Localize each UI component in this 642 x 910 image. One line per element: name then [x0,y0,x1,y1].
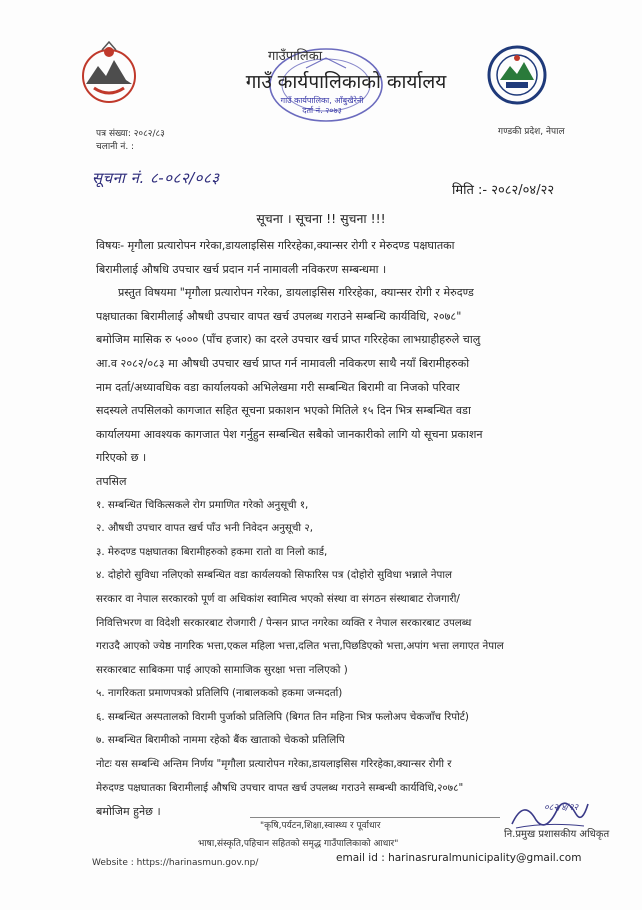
notice-body [96,234,614,824]
body-line: मेरुदण्ड पक्षघातका बिरामीलाई औषधि उपचार वापत खर्च उपलब्ध गराउने सम्बन्धी कार्यविधि,२०७८" [96,781,464,794]
office-title: गाउँ कार्यपालिकाको कार्यालय [245,71,447,93]
body-line: ४. दोहोरो सुविधा नलिएको सम्बन्धित वडा कार्यलयको सिफारिस पत्र (दोहोरो सुविधा भन्नाले नेपाल [96,569,453,582]
body-line: नाम दर्ता/अध्यावधिक वडा कार्यालयको अभिलेखमा गरी सम्बन्धित बिरामी वा निजको परिवार [96,380,460,394]
body-line: बिरामीलाई औषधि उपचार खर्च प्रदान गर्न नामावली नविकरण सम्बन्धमा । [96,262,387,276]
footer-slogan-line1: "कृषि,पर्यटन,शिक्षा,स्वास्थ्य र पूर्वाधार [260,821,381,831]
notice-number: सूचना नं. ८-०८२/०८३ [92,169,220,187]
body-line: गराउदै आएको ज्येष्ठ नागरिक भत्ता,एकल महिला भत्ता,दलित भत्ता,पिछडिएको भत्ता,अपांग भत्ता लगाएत नेपाल [96,640,504,653]
body-line: ५. नागरिकता प्रमाणपत्रको प्रतिलिपि (नाबालकको हकमा जन्मदर्ता) [96,687,343,700]
body-line: नोटः यस सम्बन्धि अन्तिम निर्णय "मृगौला प्रत्यारोपन गरेका,डायलाइसिस गरिरहेका,क्यान्सर रोगी र [96,758,452,771]
body-line: प्रस्तुत विषयमा "मृगौला प्रत्यारोपन गरेका, डायलाइसिस गरिरहेका, क्यान्सर रोगी र मेरुदण्ड [118,286,474,300]
body-line: बमोजिम हुनेछ । [96,805,161,819]
body-line: विषयः- मृगौला प्रत्यारोपन गरेका,डायलाइसिस गरिरहेका,क्यान्सर रोगी र मेरुदण्ड पक्षघातका [96,239,455,252]
body-line: ३. मेरुदण्ड पक्षघातका बिरामीहरुको हकमा रातो वा निलो कार्ड, [96,545,328,558]
body-line: सरकारबाट साबिकमा पाई आएको सामाजिक सुरक्षा भत्ता नलिएको ) [96,663,348,676]
stamp-line: दर्ता नं. २०७३ [302,106,342,115]
body-line: ७. सम्बन्धित बिरामीको नाममा रहेको बैंक खाताको चेकको प्रतिलिपि [96,734,345,747]
body-line: सरकार वा नेपाल सरकारको पूर्ण वा अधिकांश स्वामित्व भएको संस्था वा संगठन संस्थाबाट रोजगारी/ [96,592,460,605]
notice-heading: सूचना । सूचना !! सुचना !!! [256,211,386,226]
body-line: पक्षघातका बिरामीलाई औषधी उपचार वापत खर्च उपलब्ध गराउने सम्बन्धि कार्यविधि, २०७८" [96,309,462,323]
reference-number: पत्र संख्या: २०८२/८३ [96,129,165,139]
stamp-line: गाउँ कार्यपालिका, आँबुखैरेनी [280,96,364,105]
province-label: गण्डकी प्रदेश, नेपाल [498,127,565,137]
body-line: गरिएको छ । [96,451,147,465]
body-line: कार्यालयमा आवश्यक कागजात पेश गर्नुहुन सम्बन्धित सबैको जानकारीको लागि यो सूचना प्रकाशन [96,427,483,441]
nepal-emblem-icon [76,40,142,106]
email-address[interactable]: email id : harinasruralmunicipality@gmail.com [336,852,582,864]
body-line: २. औषधी उपचार वापत खर्च पाँउ भनी निवेदन अनुसूची २, [96,522,313,535]
body-line: सदस्यले तपसिलको कागजात सहित सूचना प्रकाशन भएको मितिले १५ दिन भित्र सम्बन्धित वडा [96,404,471,418]
body-line: १. सम्बन्धित चिकित्सकले रोग प्रमाणित गरेको अनुसूची १, [96,498,309,511]
stamp-text [262,96,382,116]
body-line: ६. सम्बन्धित अस्पतालको विरामी पुर्जाको प्रतिलिपि (बिगत तिन महिना भित्र फलोअप चेकजाँच रिपोर्ट) [96,710,469,723]
dispatch-number: चलानी नं. : [96,142,135,152]
website-link[interactable]: Website : https://harinasmun.gov.np/ [92,858,259,868]
body-line: निवित्तिभरण वा विदेशी सरकारबाट रोजगारी / पेन्सन प्राप्त नगरेका व्यक्ति र नेपाल सरकारबाट उपलब्ध [96,616,472,629]
body-line: आ.व २०८२/०८३ मा औषधी उपचार खर्च प्राप्त गर्न नामावली नविकरण साथै नयाँ बिरामीहरुको [96,356,470,370]
signature-date: ०८२/४/२२ [544,803,579,813]
municipality-name: गाउँपालिका [268,49,323,64]
officer-title: नि.प्रमुख प्रशासकीय अधिकृत [504,829,610,840]
body-line: बमोजिम मासिक रु ५००० (पाँच हजार) का दरले उपचार खर्च प्राप्त गरिरहेका लाभग्राहीहरुले चालु [96,333,481,347]
notice-date: मिति :- २०८२/०४/२२ [452,183,555,198]
footer-slogan-line2: भाषा,संस्कृति,पहिचान सहितको समृद्ध गाउँपालिकाको आधार" [198,839,399,849]
body-line: तपसिल [96,474,127,488]
